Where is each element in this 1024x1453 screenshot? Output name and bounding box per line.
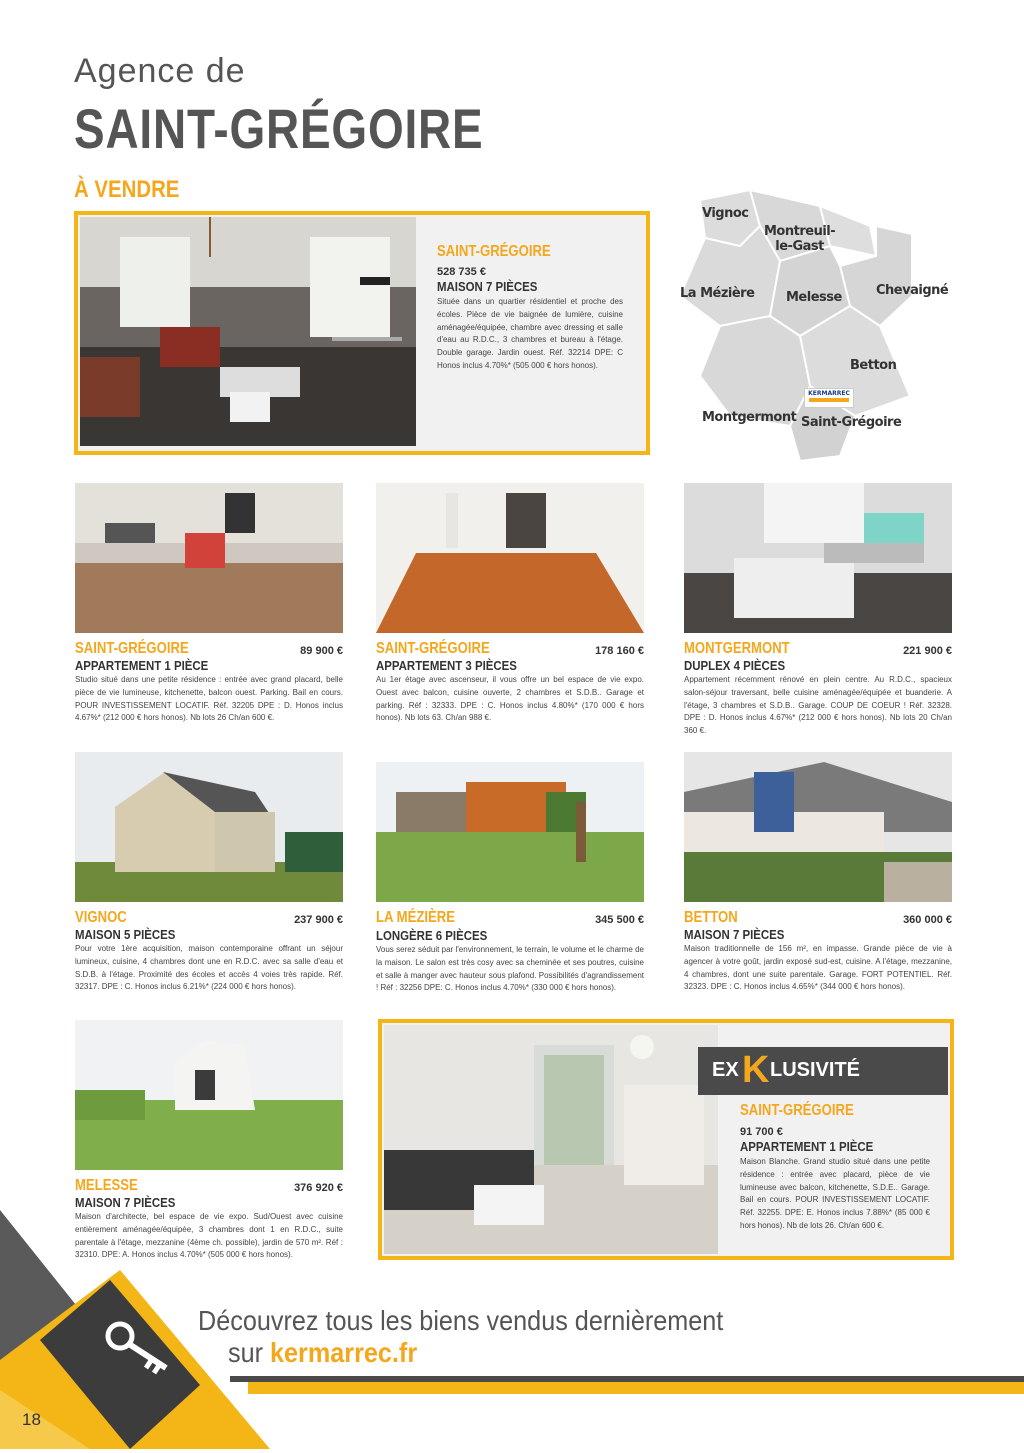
listing-photo xyxy=(75,483,343,633)
footer-bar-accent xyxy=(248,1382,1024,1394)
exclusive-type: APPARTEMENT 1 PIÈCE xyxy=(740,1139,874,1154)
listing-type: LONGÈRE 6 PIÈCES xyxy=(376,928,488,943)
featured-price: 528 735 € xyxy=(437,266,486,278)
page-title: SAINT-GRÉGOIRE xyxy=(74,97,484,160)
listing-description: Studio situé dans une petite résidence : entrée avec grand placard, belle pièce de vie lumineuse, kitchenette, balcon ouest. Parking. Bail en cours. POUR INVESTISSEMENT LOCATIF. Réf. 32205 DPE : D. Honos inclus 4.67%* (212 000 € hors honos). Nb lots 26 Ch/an 600 €. xyxy=(75,675,343,723)
featured-description: Située dans un quartier résidentiel et proche des écoles. Pièce de vie baignée de lumière, cuisine aménagée/équipée, chambre avec dressing et salle d'eau au R.D.C., 3 chambres et bureau à l'étage. Double garage. Jardin ouest. Réf. 32214 DPE: C Honos inclus 4.70%* (505 000 € hors honos). xyxy=(437,297,623,370)
listing-city: VIGNOC xyxy=(75,909,127,926)
map-town-chevaigne: Chevaigné xyxy=(876,283,949,298)
featured-photo xyxy=(80,217,416,446)
featured-listing[interactable] xyxy=(74,211,650,455)
map-town-betton: Betton xyxy=(850,358,897,373)
listing-type: APPARTEMENT 1 PIÈCE xyxy=(75,658,209,673)
featured-type: MAISON 7 PIÈCES xyxy=(437,279,538,294)
section-heading: À VENDRE xyxy=(74,176,180,203)
exclusive-description: Maison Blanche. Grand studio situé dans une petite résidence : entrée avec placard, pièce de vie lumineuse avec balcon, kitchenette, S.D.E.. Garage. Bail en cours. POUR INVESTISSEMENT LOCATIF. Réf. 32255. DPE: E. Honos inclus 7.88%* (85 000 € hors honos). Nb de lots 26. Ch/an 600 €. xyxy=(740,1157,930,1230)
listing-type: APPARTEMENT 3 PIÈCES xyxy=(376,658,517,673)
listing-city: SAINT-GRÉGOIRE xyxy=(75,640,189,657)
listing-description: Maison traditionnelle de 156 m², en impasse. Grande pièce de vie à agencer à votre goût, jardin exposé sud-est, cuisine. A l'étage, mezzanine, 4 chambres, dont une suite parentale. Garage. FORT POTENTIEL. Réf. 32323. DPE : C. Honos inclus 4.65%* (344 000 € hors honos). xyxy=(684,944,952,992)
map-town-vignoc: Vignoc xyxy=(702,206,749,221)
map-town-melesse: Melesse xyxy=(786,290,842,305)
listing-price: 89 900 € xyxy=(300,645,343,657)
listing-city: SAINT-GRÉGOIRE xyxy=(376,640,490,657)
listing-photo xyxy=(376,483,644,633)
exclusive-photo xyxy=(384,1025,718,1254)
listing-type: DUPLEX 4 PIÈCES xyxy=(684,658,786,673)
listing-photo xyxy=(75,1020,343,1170)
listing-city: MONTGERMONT xyxy=(684,640,790,657)
listing-description: Au 1er étage avec ascenseur, il vous offre un bel espace de vie expo. Ouest avec balcon, cuisine ouverte, 2 chambres et S.D.B.. Garage et parking. Réf : 32333. DPE : C. Honos inclus 4.80%* (170 000 € hors honos). Nb lots 63. Ch/an 988 €. xyxy=(376,675,644,723)
listing-photo xyxy=(75,752,343,902)
listing-price: 237 900 € xyxy=(294,914,343,926)
agence-label: Agence de xyxy=(74,52,246,90)
listing-city: BETTON xyxy=(684,909,738,926)
exclusive-city: SAINT-GRÉGOIRE xyxy=(740,1102,854,1119)
map-town-montgermont: Montgermont xyxy=(702,410,797,425)
listing-price: 345 500 € xyxy=(595,914,644,926)
listing-photo xyxy=(684,752,952,902)
key-icon xyxy=(104,1318,174,1382)
listing-city: LA MÉZIÈRE xyxy=(376,909,455,926)
exclusive-price: 91 700 € xyxy=(740,1126,783,1138)
listing-price: 376 920 € xyxy=(294,1182,343,1194)
listing-price: 178 160 € xyxy=(595,645,644,657)
map-town-la-meziere: La Mézière xyxy=(680,286,755,301)
page-number: 18 xyxy=(22,1410,41,1429)
promo-link-line: sur kermarrec.fr xyxy=(228,1337,418,1368)
promo-line: Découvrez tous les biens vendus dernièrement xyxy=(198,1305,724,1336)
exclusivity-badge: EX K LUSIVITÉ xyxy=(698,1047,948,1095)
exclusive-listing[interactable] xyxy=(378,1019,954,1260)
listing-description: Appartement récemment rénové en plein centre. Au R.D.C., spacieux salon-séjour traversant, belle cuisine aménagée/équipée et buanderie. A l'étage, 3 chambres et S.D.B.. Garage. COUP DE COEUR ! Réf. 32328. DPE : D. Honos inclus 4.67%* (212 000 € hors honos). Nb lots 20 Ch/an 360 €. xyxy=(684,675,952,736)
listing-type: MAISON 7 PIÈCES xyxy=(684,927,785,942)
area-map xyxy=(680,186,950,461)
agency-logo: KERMARREC xyxy=(804,388,854,408)
listing-photo xyxy=(376,762,644,902)
listing-price: 221 900 € xyxy=(903,645,952,657)
listing-city: MELESSE xyxy=(75,1177,138,1194)
listing-photo xyxy=(684,483,952,633)
featured-city: SAINT-GRÉGOIRE xyxy=(437,243,551,260)
map-town-montreuil: Montreuil- le-Gast xyxy=(764,224,836,254)
listing-price: 360 000 € xyxy=(903,914,952,926)
listing-description: Pour votre 1ère acquisition, maison contemporaine offrant un séjour lumineux, cuisine, 4 chambres dont une en R.D.C. avec sa salle d'eau et S.D.B. à l'étage. Proximité des écoles et accès 4 voies très rapide. Réf. 32317. DPE : C. Honos inclus 6.21%* (224 000 € hors honos). xyxy=(75,944,343,992)
listing-description: Maison d'architecte, bel espace de vie expo. Sud/Ouest avec cuisine entièrement aménagée/équipée, 3 chambres dont 1 en R.D.C., suite parentale à l'étage, mezzanine (4ème ch. possible), jardin de 570 m². Réf : 32310. DPE: A. Honos inclus 4.70%* (505 000 € hors honos). xyxy=(75,1212,343,1260)
map-town-saint-gregoire: Saint-Grégoire xyxy=(801,415,902,430)
listing-type: MAISON 7 PIÈCES xyxy=(75,1195,176,1210)
listing-type: MAISON 5 PIÈCES xyxy=(75,927,176,942)
listing-description: Vous serez séduit par l'environnement, le terrain, le volume et le charme de la maison. Le salon est très cosy avec sa cheminée et ses poutres, cuisine et salle à manger avec hauteur sous plafond. Possibilités d'agrandissement ! Réf : 32256 DPE: C. Honos inclus 4.70%* (330 000 € hors honos). xyxy=(376,945,644,993)
website-link[interactable]: kermarrec.fr xyxy=(270,1337,418,1368)
